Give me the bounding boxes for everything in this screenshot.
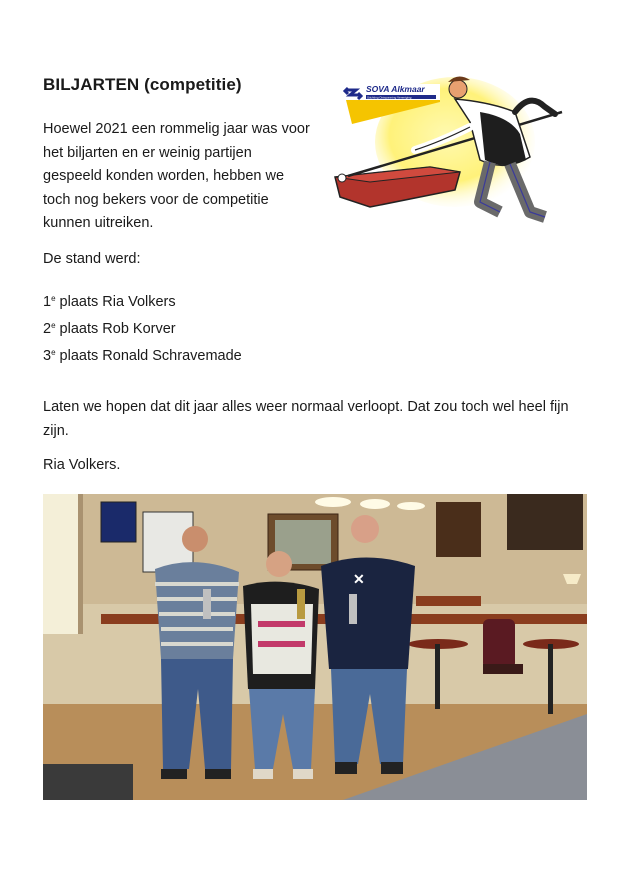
group-photo-trophies xyxy=(43,494,587,800)
standing-item-2: 2e plaats Rob Korver xyxy=(43,321,176,337)
logo-subtitle: Stichting Ontspanning Vereniging xyxy=(367,95,412,100)
standings-list xyxy=(43,287,242,368)
article-title: BILJARTEN (competitie) xyxy=(43,75,242,94)
billiards-logo-illustration xyxy=(330,72,570,227)
standings-label: De stand werd: xyxy=(43,251,141,267)
standing-item-1: 1e plaats Ria Volkers xyxy=(43,294,176,310)
intro-paragraph: Hoewel 2021 een rommelig jaar was voor het biljarten en er weinig partijen gespeeld konden worden, hebben we toch nog bekers voor de competitie kunnen uitreiken. xyxy=(43,121,310,231)
signature: Ria Volkers. xyxy=(43,457,121,473)
logo-name: SOVA Alkmaar xyxy=(366,84,425,94)
standing-item-3: 3e plaats Ronald Schravemade xyxy=(43,348,242,364)
svg-text:✕: ✕ xyxy=(353,571,365,587)
closing-paragraph: Laten we hopen dat dit jaar alles weer normaal verloopt. Dat zou toch wel heel fijn zijn. xyxy=(43,399,569,439)
